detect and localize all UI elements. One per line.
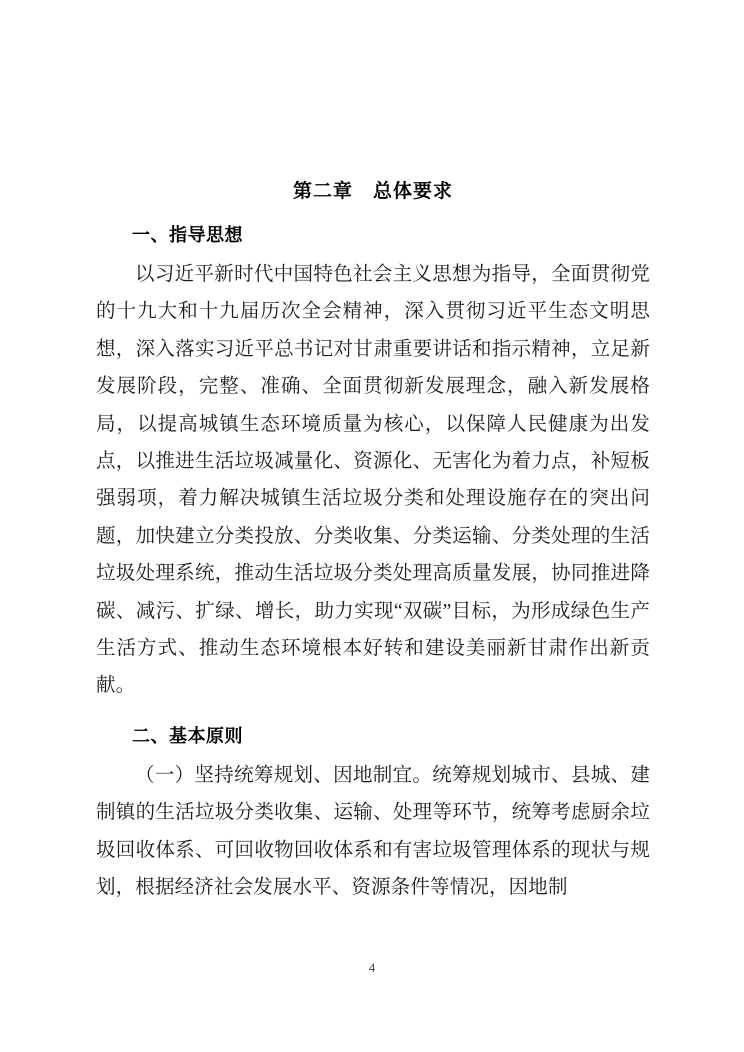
page-content bbox=[96, 150, 650, 907]
chapter-title: 第二章 总体要求 bbox=[292, 180, 453, 202]
paragraph-basic-principles-item-one: （一）坚持统筹规划、因地制宜。统筹规划城市、县城、建制镇的生活垃圾分类收集、运输、处理等环节，统筹考虑厨余垃圾回收体系、可回收物回收体系和有害垃圾管理体系的现状与规划，根据经济社会发展水平、资源条件等情况，因地制 bbox=[96, 764, 650, 899]
paragraph-guiding-ideology: 以习近平新时代中国特色社会主义思想为指导，全面贯彻党的十九大和十九届历次全会精神，深入贯彻习近平生态文明思想，深入落实习近平总书记对甘肃重要讲话和指示精神，立足新发展阶段，完整、准确、全面贯彻新发展理念，融入新发展格局，以提高城镇生态环境质量为核心，以保障人民健康为出发点，以推进生活垃圾减量化、资源化、无害化为着力点，补短板强弱项，着力解决城镇生活垃圾分类和处理设施存在的突出问题，加快建立分类投放、分类收集、分类运输、分类处理的生活垃圾处理系统，推动生活垃圾分类处理高质量发展，协同推进降碳、减污、扩绿、增长，助力实现“双碳”目标，为形成绿色生产生活方式、推动生态环境根本好转和建设美丽新甘肃作出新贡献。 bbox=[96, 264, 650, 697]
page-number: 4 bbox=[368, 960, 376, 975]
section-heading-basic-principles: 二、基本原则 bbox=[132, 725, 243, 747]
section-heading-guiding-ideology: 一、指导思想 bbox=[132, 225, 243, 246]
